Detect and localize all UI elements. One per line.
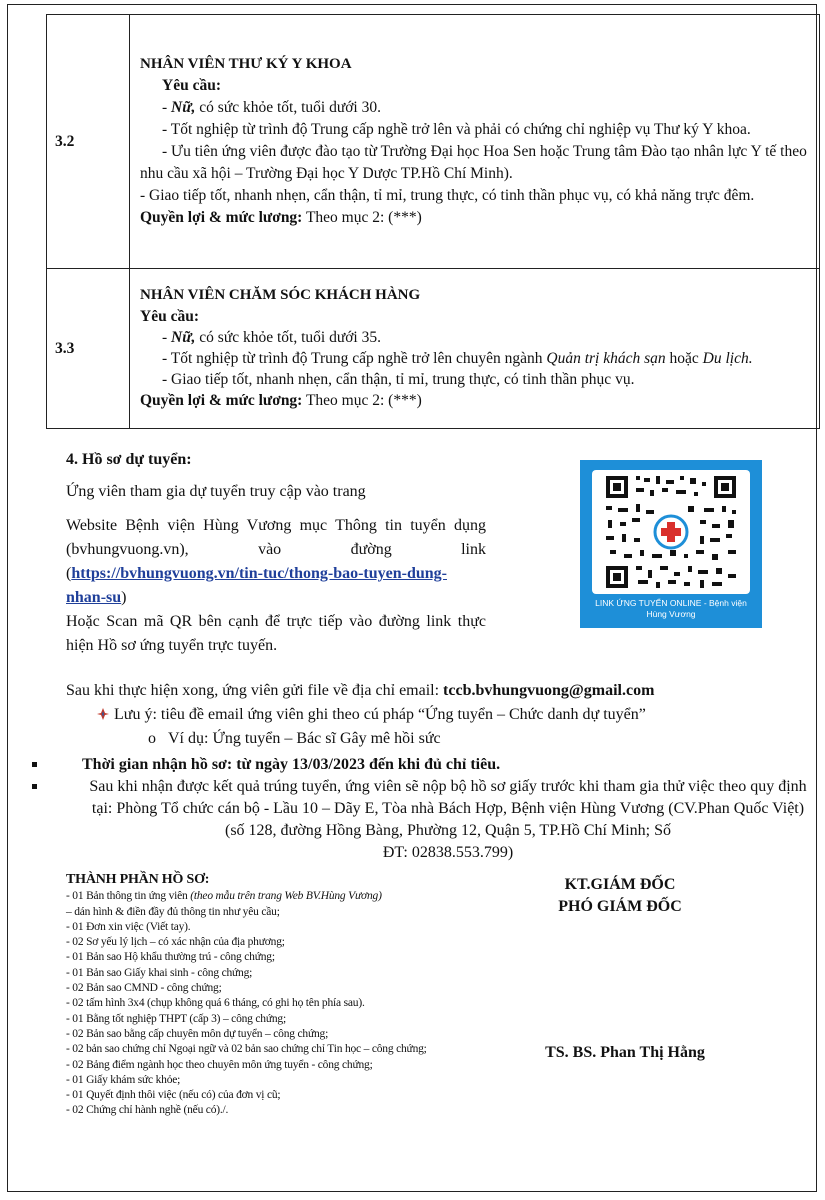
paragraph: Website Bệnh viện Hùng Vương mục Thông tin tuyển dụng (bvhungvuong.vn), vào đường link (https://bvhungvuong.vn/tin-tuc/thong-bao-tuyen-dung-nhan-su)	[66, 517, 486, 606]
recruitment-link[interactable]: https://bvhungvuong.vn/tin-tuc/thong-bao-tuyen-dung-nhan-su	[66, 565, 447, 606]
phone-line: ĐT: 02838.553.799)	[382, 844, 514, 861]
job-table	[46, 14, 820, 429]
email-address[interactable]: tccb.bvhungvuong@gmail.com	[443, 682, 655, 699]
component-item: - 02 Bảng điểm ngành học theo chuyên môn ứng tuyển - công chứng;	[66, 1058, 373, 1071]
component-item: - 01 Bản sao Hộ khẩu thường trú - công chứng;	[66, 951, 275, 964]
component-item: - 02 bản sao chứng chỉ Ngoại ngữ và 02 bản sao chứng chỉ Tin học – công chứng;	[66, 1043, 427, 1056]
req-line: - Tốt nghiệp từ trình độ Trung cấp nghề trở lên và phải có chứng chỉ nghiệp vụ Thư ký Y khoa.	[162, 120, 751, 138]
components-heading: THÀNH PHẦN HỒ SƠ:	[66, 872, 210, 887]
paragraph: Ứng viên tham gia dự tuyển truy cập vào trang	[66, 483, 366, 500]
component-item: - 01 Bằng tốt nghiệp THPT (cấp 3) – công chứng;	[66, 1012, 286, 1025]
note-line: Lưu ý: tiêu đề email ứng viên ghi theo cú pháp “Ứng tuyển – Chức danh dự tuyển”	[96, 706, 646, 724]
paragraph: Hoặc Scan mã QR bên cạnh để trực tiếp vào đường link thực hiện Hồ sơ ứng tuyển trực tuyến.	[66, 613, 486, 654]
component-item: - 02 Bản sao bằng cấp chuyên môn dự tuyển – công chứng;	[66, 1027, 329, 1040]
application-section	[66, 448, 486, 668]
circle-bullet: o	[148, 730, 156, 747]
document-components	[66, 872, 458, 1119]
job-row-3-3	[47, 269, 820, 429]
email-line: Sau khi thực hiện xong, ứng viên gửi file về địa chỉ email: tccb.bvhungvuong@gmail.com	[66, 682, 655, 699]
req-line: - Giao tiếp tốt, nhanh nhẹn, cẩn thận, tỉ mỉ, trung thực, có tinh thần phục vụ, có khả năng trực đêm.	[140, 186, 755, 204]
bullet-list	[30, 754, 814, 864]
req-line: - Ưu tiên ứng viên được đào tạo từ Trường Đại học Hoa Sen hoặc Trung tâm Đào tạo nhân lực Y tế theo nhu cầu xã hội – Trường Đại học Y Dược TP.Hồ Chí Minh).	[140, 142, 807, 182]
component-item: - 02 Bản sao CMND - công chứng;	[66, 982, 222, 995]
square-bullet-icon	[32, 784, 37, 789]
component-item: - 01 Bản sao Giấy khai sinh - công chứng;	[66, 966, 253, 979]
qr-caption: LINK ỨNG TUYỂN ONLINE - Bệnh viện Hùng Vương	[595, 598, 747, 619]
section-heading: 4. Hồ sơ dự tuyển:	[66, 451, 192, 468]
component-item: - 01 Bản thông tin ứng viên (theo mẫu trên trang Web BV.Hùng Vương)	[66, 890, 382, 903]
benefit-line: Quyền lợi & mức lương: Theo mục 2: (***)	[140, 208, 422, 226]
job-details	[130, 15, 820, 269]
square-bullet-icon	[32, 762, 37, 767]
req-line: - Tốt nghiệp từ trình độ Trung cấp nghề trở lên chuyên ngành Quản trị khách sạn hoặc Du lịch.	[162, 349, 753, 367]
component-item: – dán hình & điền đầy đủ thông tin như yêu cầu;	[66, 905, 280, 918]
component-item: - 02 Chứng chỉ hành nghề (nếu có)./.	[66, 1104, 229, 1117]
component-item: - 01 Đơn xin việc (Viết tay).	[66, 920, 191, 933]
req-line: - Giao tiếp tốt, nhanh nhẹn, cẩn thận, tỉ mỉ, trung thực, có tinh thần phục vụ.	[162, 370, 635, 388]
job-title: NHÂN VIÊN THƯ KÝ Y KHOA	[140, 55, 352, 72]
qr-code-icon	[592, 470, 750, 594]
pin-icon	[96, 707, 110, 721]
job-title: NHÂN VIÊN CHĂM SÓC KHÁCH HÀNG	[140, 286, 421, 303]
job-details	[130, 269, 820, 429]
job-number: 3.2	[47, 15, 130, 269]
component-item: - 02 tấm hình 3x4 (chụp không quá 6 tháng, có ghi họ tên phía sau).	[66, 997, 365, 1010]
requirements-label: Yêu cầu:	[162, 76, 221, 94]
component-item: - 01 Quyết định thôi việc (nếu có) của đơn vị cũ;	[66, 1089, 281, 1102]
deadline-item: Thời gian nhận hồ sơ: từ ngày 13/03/2023 đến khi đủ chỉ tiêu.	[30, 754, 814, 776]
qr-code	[592, 470, 750, 594]
signature-block	[510, 874, 730, 918]
signer-name: TS. BS. Phan Thị Hằng	[545, 1044, 705, 1061]
benefit-line: Quyền lợi & mức lương: Theo mục 2: (***)	[140, 391, 422, 409]
requirements-label: Yêu cầu:	[140, 307, 199, 325]
component-item: - 02 Sơ yếu lý lịch – có xác nhận của địa phương;	[66, 936, 285, 949]
component-item: - 01 Giấy khám sức khỏe;	[66, 1073, 181, 1086]
job-number: 3.3	[47, 269, 130, 429]
signature-subtitle: PHÓ GIÁM ĐỐC	[558, 898, 682, 915]
submit-item: Sau khi nhận được kết quả trúng tuyển, ứng viên sẽ nộp bộ hồ sơ giấy trước khi tham gia thử việc theo quy định tại: Phòng Tổ chức cán bộ - Lầu 10 – Dãy E, Tòa nhà Bách Hợp, Bệnh viện Hùng Vương (CV.Phan Quốc Việt) (số 128, đường Hồng Bàng, Phường 12, Quận 5, TP.Hồ Chí Minh; Số	[30, 776, 814, 842]
example-line: o Ví dụ: Ứng tuyển – Bác sĩ Gây mê hồi sức	[148, 730, 441, 747]
qr-code-card[interactable]	[580, 460, 762, 628]
signature-title: KT.GIÁM ĐỐC	[564, 876, 676, 893]
req-line: - Nữ, có sức khỏe tốt, tuổi dưới 30.	[162, 98, 381, 116]
job-row-3-2	[47, 15, 820, 269]
req-line: - Nữ, có sức khỏe tốt, tuổi dưới 35.	[162, 328, 381, 346]
